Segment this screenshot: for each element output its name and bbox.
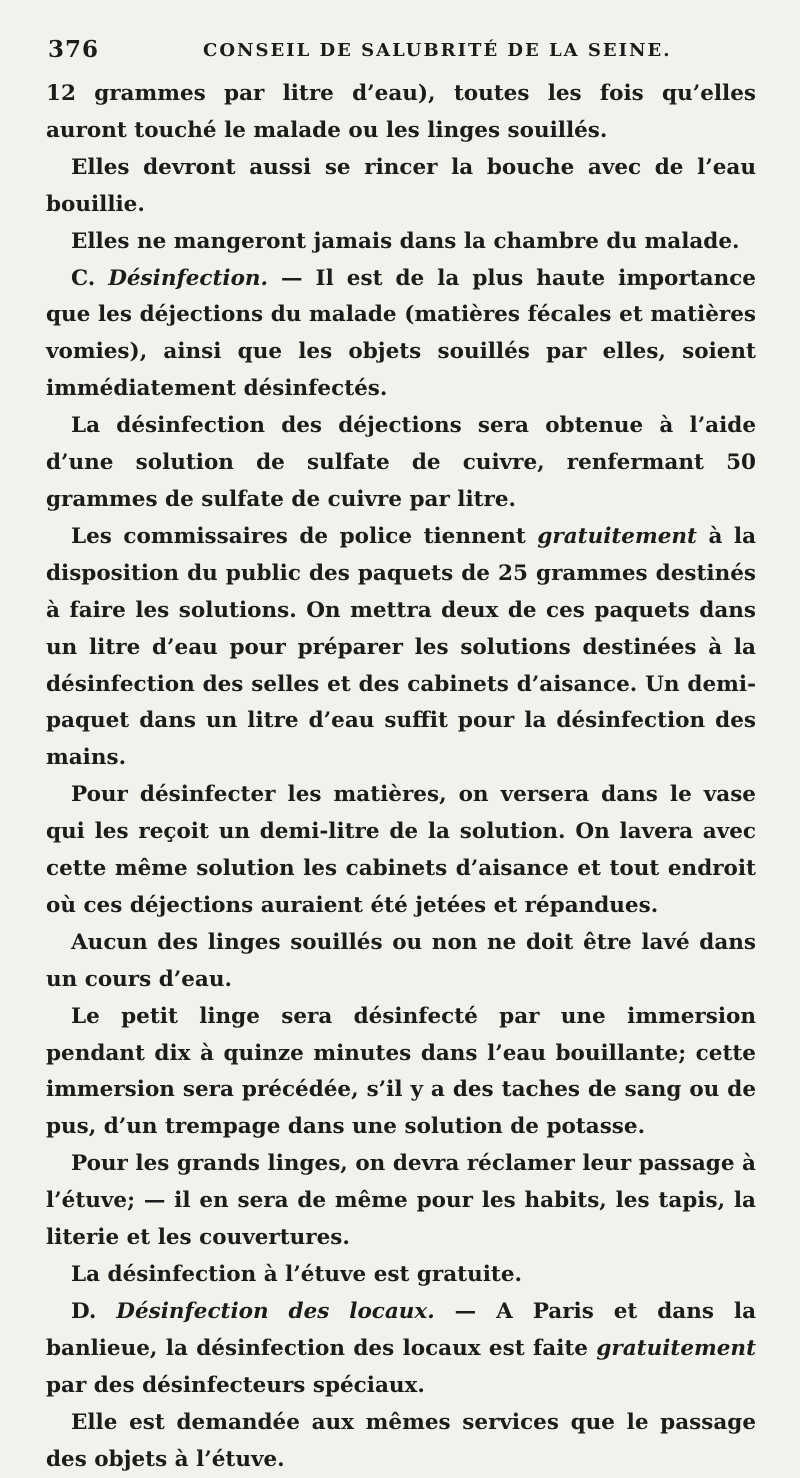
running-head: CONSEIL DE SALUBRITÉ DE LA SEINE. (203, 40, 672, 61)
paragraph-12: D. Désinfection des locaux. — A Paris et dans la banlieue, la désinfection des locaux est faite gratuitement par des désinfecteurs spéciaux. (46, 1298, 756, 1398)
emphasis-gratuitement-2: gratuitement (596, 1335, 756, 1361)
paragraph-1: 12 grammes par litre d’eau), toutes les fois qu’elles auront touché le malade ou les linges souillés. (46, 81, 756, 143)
emphasis-gratuitement: gratuitement (537, 523, 697, 549)
page-header (48, 36, 748, 66)
page-number: 376 (48, 36, 100, 63)
paragraph-2: Elles devront aussi se rincer la bouche avec de l’eau bouillie. (46, 154, 756, 217)
paragraph-8: Aucun des linges souillés ou non ne doit être lavé dans un cours d’eau. (46, 929, 756, 992)
paragraph-5: La désinfection des déjections sera obtenue à l’aide d’une solution de sulfate de cuivre, renfermant 50 grammes de sulfate de cuivre par litre. (46, 413, 756, 512)
section-heading-c: Désinfection. (108, 265, 269, 291)
paragraph-7: Pour désinfecter les matières, on versera dans le vase qui les reçoit un demi-litre de la solution. On lavera avec cette même solution les cabinets d’aisance et tout endroit où ces déjections auraient été jetées et répandues. (46, 782, 756, 918)
paragraph-6: Les commissaires de police tiennent gratuitement à la disposition du public des paquets de 25 grammes destinés à faire les solutions. On mettra deux de ces paquets dans un litre d’eau pour préparer les solutions destinées à la désinfection des selles et des cabinets d’aisance. Un demi-paquet dans un litre d’eau suffit pour la désinfection des mains. (46, 523, 756, 771)
paragraph-3: Elles ne mangeront jamais dans la chambre du malade. (71, 228, 740, 254)
paragraph-11: La désinfection à l’étuve est gratuite. (71, 1262, 523, 1287)
paragraph-13: Elle est demandée aux mêmes services que le passage des objets à l’étuve. (46, 1409, 756, 1472)
paragraph-4: C. Désinfection. — Il est de la plus haute importance que les déjections du malade (matières fécales et matières vomies), ainsi que les objets souillés par elles, soient immédiatement désinfectés. (46, 265, 756, 402)
body-text (46, 76, 756, 1478)
section-heading-d: Désinfection des locaux. (116, 1298, 435, 1324)
paragraph-9: Le petit linge sera désinfecté par une immersion pendant dix à quinze minutes dans l’eau bouillante; cette immersion sera précédée, s’il y a des taches de sang ou de pus, d’un trempage dans une solution de potasse. (46, 1003, 756, 1140)
paragraph-10: Pour les grands linges, on devra réclamer leur passage à l’étuve; — il en sera de même pour les habits, les tapis, la literie et les couvertures. (46, 1151, 756, 1251)
